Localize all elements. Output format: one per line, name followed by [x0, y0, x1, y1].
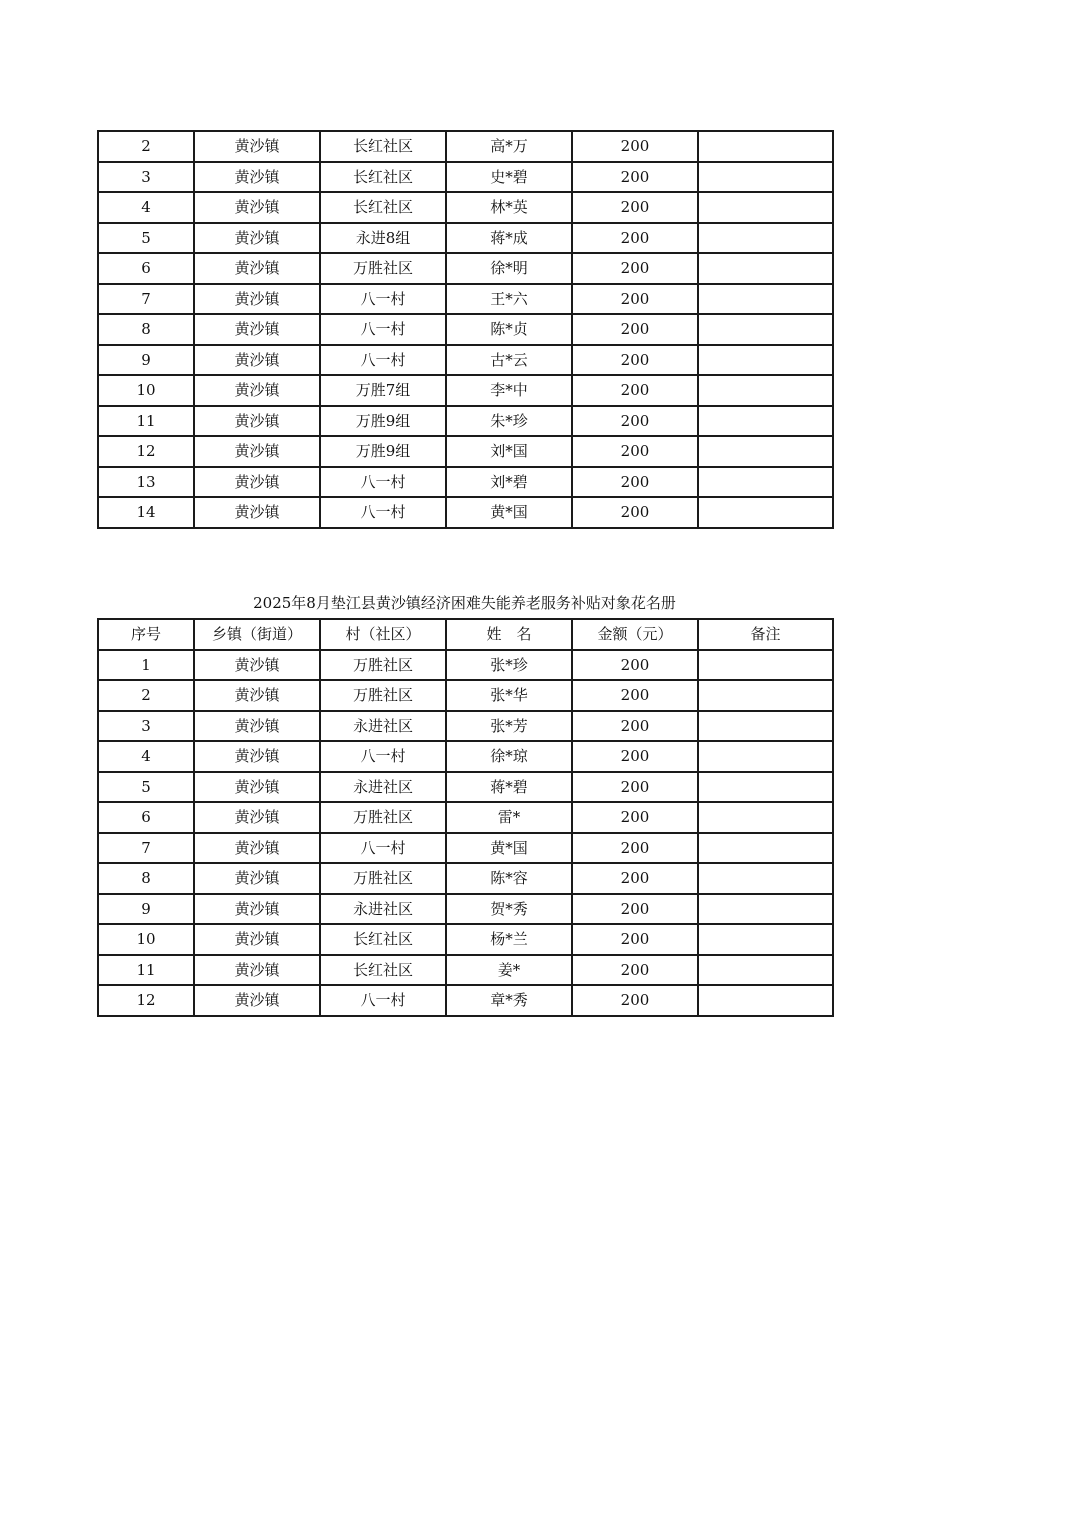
cell-name: 贺*秀 [446, 894, 572, 925]
table-row [98, 253, 833, 284]
cell-township: 黄沙镇 [194, 894, 320, 925]
cell-serial: 12 [98, 436, 194, 467]
table-row [98, 772, 833, 803]
cell-name: 陈*贞 [446, 314, 572, 345]
subsidy-roster-table [97, 618, 834, 1017]
cell-name: 张*芳 [446, 711, 572, 742]
cell-township: 黄沙镇 [194, 497, 320, 528]
table-row [98, 406, 833, 437]
cell-remarks [698, 741, 833, 772]
table-body [98, 650, 833, 1016]
cell-village: 永进社区 [320, 711, 446, 742]
cell-amount: 200 [572, 162, 698, 193]
cell-amount: 200 [572, 375, 698, 406]
cell-village: 八一村 [320, 741, 446, 772]
cell-name: 黄*国 [446, 497, 572, 528]
cell-remarks [698, 497, 833, 528]
cell-village: 八一村 [320, 467, 446, 498]
cell-remarks [698, 711, 833, 742]
cell-amount: 200 [572, 741, 698, 772]
cell-village: 长红社区 [320, 131, 446, 162]
cell-remarks [698, 833, 833, 864]
header-village: 村（社区） [320, 619, 446, 650]
table-row [98, 192, 833, 223]
cell-amount: 200 [572, 345, 698, 376]
cell-village: 长红社区 [320, 162, 446, 193]
table-row [98, 162, 833, 193]
header-township: 乡镇（街道） [194, 619, 320, 650]
cell-serial: 10 [98, 375, 194, 406]
cell-township: 黄沙镇 [194, 985, 320, 1016]
cell-name: 陈*容 [446, 863, 572, 894]
cell-serial: 1 [98, 650, 194, 681]
header-serial: 序号 [98, 619, 194, 650]
cell-remarks [698, 985, 833, 1016]
cell-serial: 12 [98, 985, 194, 1016]
cell-serial: 11 [98, 955, 194, 986]
header-name: 姓 名 [446, 619, 572, 650]
cell-serial: 4 [98, 741, 194, 772]
cell-village: 万胜社区 [320, 680, 446, 711]
cell-remarks [698, 223, 833, 254]
cell-township: 黄沙镇 [194, 772, 320, 803]
cell-township: 黄沙镇 [194, 955, 320, 986]
cell-name: 李*中 [446, 375, 572, 406]
cell-remarks [698, 772, 833, 803]
cell-serial: 5 [98, 223, 194, 254]
cell-township: 黄沙镇 [194, 833, 320, 864]
header-remarks: 备注 [698, 619, 833, 650]
cell-village: 永进社区 [320, 894, 446, 925]
cell-village: 永进社区 [320, 772, 446, 803]
cell-serial: 3 [98, 711, 194, 742]
cell-amount: 200 [572, 406, 698, 437]
cell-village: 万胜9组 [320, 436, 446, 467]
table-row [98, 985, 833, 1016]
table-row [98, 802, 833, 833]
cell-serial: 11 [98, 406, 194, 437]
cell-name: 徐*明 [446, 253, 572, 284]
cell-remarks [698, 192, 833, 223]
cell-amount: 200 [572, 680, 698, 711]
cell-serial: 9 [98, 894, 194, 925]
cell-remarks [698, 467, 833, 498]
cell-serial: 9 [98, 345, 194, 376]
cell-name: 徐*琼 [446, 741, 572, 772]
cell-serial: 10 [98, 924, 194, 955]
subsidy-table-continued [97, 130, 834, 529]
cell-amount: 200 [572, 192, 698, 223]
cell-amount: 200 [572, 772, 698, 803]
cell-township: 黄沙镇 [194, 924, 320, 955]
cell-remarks [698, 375, 833, 406]
cell-serial: 4 [98, 192, 194, 223]
cell-village: 八一村 [320, 985, 446, 1016]
cell-township: 黄沙镇 [194, 802, 320, 833]
table-row [98, 467, 833, 498]
cell-name: 高*万 [446, 131, 572, 162]
cell-serial: 2 [98, 680, 194, 711]
cell-amount: 200 [572, 955, 698, 986]
table-row [98, 436, 833, 467]
cell-township: 黄沙镇 [194, 314, 320, 345]
cell-name: 张*珍 [446, 650, 572, 681]
cell-name: 杨*兰 [446, 924, 572, 955]
cell-township: 黄沙镇 [194, 192, 320, 223]
table-row [98, 314, 833, 345]
cell-serial: 14 [98, 497, 194, 528]
cell-name: 张*华 [446, 680, 572, 711]
cell-village: 万胜社区 [320, 253, 446, 284]
table-row [98, 131, 833, 162]
cell-remarks [698, 894, 833, 925]
cell-amount: 200 [572, 833, 698, 864]
cell-amount: 200 [572, 863, 698, 894]
table-row [98, 284, 833, 315]
cell-township: 黄沙镇 [194, 223, 320, 254]
cell-village: 永进8组 [320, 223, 446, 254]
cell-township: 黄沙镇 [194, 162, 320, 193]
cell-serial: 7 [98, 284, 194, 315]
cell-village: 长红社区 [320, 924, 446, 955]
cell-serial: 5 [98, 772, 194, 803]
cell-remarks [698, 650, 833, 681]
cell-remarks [698, 680, 833, 711]
cell-remarks [698, 863, 833, 894]
cell-amount: 200 [572, 314, 698, 345]
cell-name: 王*六 [446, 284, 572, 315]
cell-amount: 200 [572, 802, 698, 833]
table-row [98, 863, 833, 894]
cell-village: 万胜社区 [320, 863, 446, 894]
cell-amount: 200 [572, 131, 698, 162]
table-row [98, 497, 833, 528]
cell-village: 长红社区 [320, 192, 446, 223]
document-title: 2025年8月垫江县黄沙镇经济困难失能养老服务补贴对象花名册 [253, 594, 676, 612]
cell-township: 黄沙镇 [194, 375, 320, 406]
cell-name: 雷* [446, 802, 572, 833]
cell-name: 蒋*成 [446, 223, 572, 254]
cell-township: 黄沙镇 [194, 131, 320, 162]
table-row [98, 833, 833, 864]
cell-township: 黄沙镇 [194, 406, 320, 437]
table-row [98, 711, 833, 742]
cell-village: 万胜9组 [320, 406, 446, 437]
cell-name: 刘*国 [446, 436, 572, 467]
cell-remarks [698, 802, 833, 833]
cell-township: 黄沙镇 [194, 680, 320, 711]
cell-remarks [698, 406, 833, 437]
cell-remarks [698, 284, 833, 315]
cell-amount: 200 [572, 985, 698, 1016]
table-row [98, 223, 833, 254]
cell-serial: 13 [98, 467, 194, 498]
cell-village: 八一村 [320, 345, 446, 376]
cell-name: 史*碧 [446, 162, 572, 193]
cell-remarks [698, 436, 833, 467]
cell-amount: 200 [572, 497, 698, 528]
cell-village: 长红社区 [320, 955, 446, 986]
cell-amount: 200 [572, 650, 698, 681]
cell-serial: 2 [98, 131, 194, 162]
cell-serial: 6 [98, 253, 194, 284]
cell-name: 古*云 [446, 345, 572, 376]
cell-name: 刘*碧 [446, 467, 572, 498]
cell-serial: 7 [98, 833, 194, 864]
cell-township: 黄沙镇 [194, 863, 320, 894]
cell-remarks [698, 314, 833, 345]
cell-name: 朱*珍 [446, 406, 572, 437]
cell-amount: 200 [572, 284, 698, 315]
cell-name: 林*英 [446, 192, 572, 223]
cell-serial: 8 [98, 863, 194, 894]
table-row [98, 650, 833, 681]
cell-village: 万胜社区 [320, 650, 446, 681]
cell-village: 八一村 [320, 497, 446, 528]
cell-township: 黄沙镇 [194, 711, 320, 742]
cell-remarks [698, 924, 833, 955]
cell-remarks [698, 345, 833, 376]
cell-village: 万胜7组 [320, 375, 446, 406]
cell-amount: 200 [572, 467, 698, 498]
table-row [98, 894, 833, 925]
cell-serial: 8 [98, 314, 194, 345]
cell-serial: 3 [98, 162, 194, 193]
cell-township: 黄沙镇 [194, 284, 320, 315]
cell-amount: 200 [572, 223, 698, 254]
cell-remarks [698, 162, 833, 193]
table-row [98, 680, 833, 711]
cell-township: 黄沙镇 [194, 650, 320, 681]
cell-village: 八一村 [320, 833, 446, 864]
cell-name: 章*秀 [446, 985, 572, 1016]
table-row [98, 345, 833, 376]
table-row [98, 924, 833, 955]
table-row [98, 375, 833, 406]
cell-remarks [698, 253, 833, 284]
cell-name: 黄*国 [446, 833, 572, 864]
cell-township: 黄沙镇 [194, 467, 320, 498]
cell-township: 黄沙镇 [194, 253, 320, 284]
table-row [98, 741, 833, 772]
table-row [98, 955, 833, 986]
cell-amount: 200 [572, 253, 698, 284]
cell-amount: 200 [572, 436, 698, 467]
cell-serial: 6 [98, 802, 194, 833]
cell-village: 八一村 [320, 314, 446, 345]
cell-amount: 200 [572, 894, 698, 925]
header-amount: 金额（元） [572, 619, 698, 650]
cell-amount: 200 [572, 711, 698, 742]
cell-amount: 200 [572, 924, 698, 955]
cell-remarks [698, 131, 833, 162]
cell-township: 黄沙镇 [194, 436, 320, 467]
cell-remarks [698, 955, 833, 986]
header-row [98, 619, 833, 650]
cell-township: 黄沙镇 [194, 741, 320, 772]
table-body [98, 131, 833, 528]
cell-village: 八一村 [320, 284, 446, 315]
cell-village: 万胜社区 [320, 802, 446, 833]
cell-name: 蒋*碧 [446, 772, 572, 803]
cell-name: 姜* [446, 955, 572, 986]
cell-township: 黄沙镇 [194, 345, 320, 376]
